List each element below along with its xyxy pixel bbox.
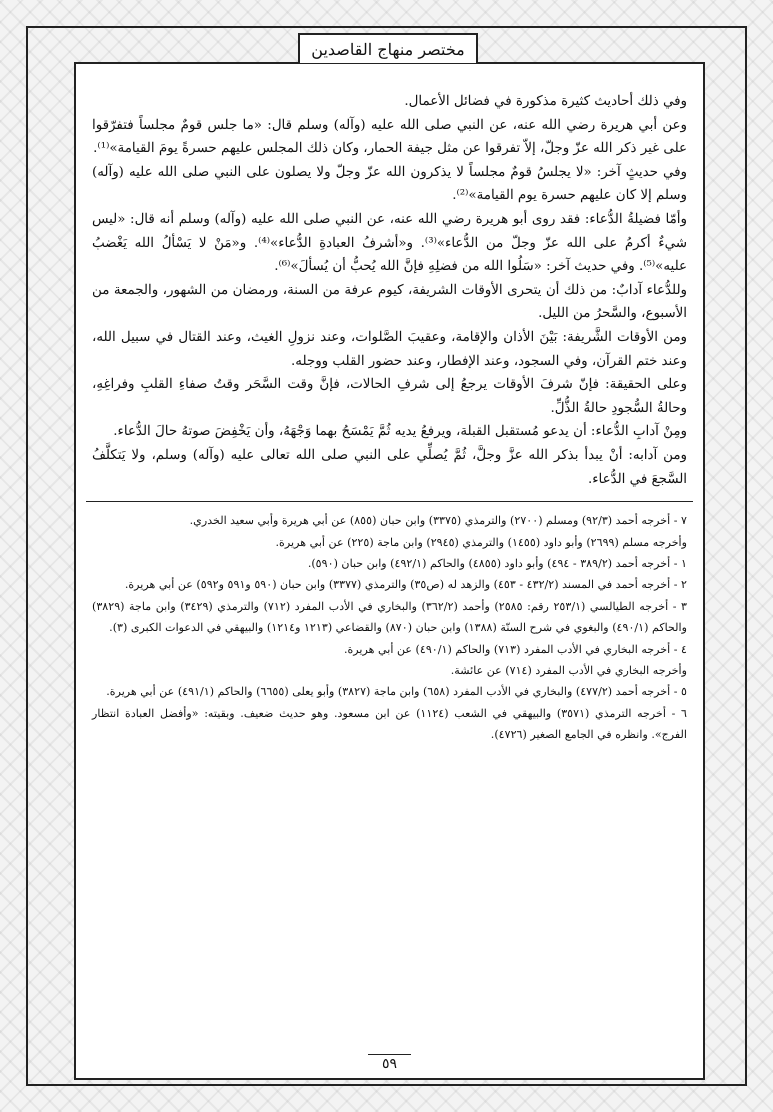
paragraph: ومن الأوقات الشَّريفة: بَيْنَ الأذان والإقامة، وعقيبَ الصَّلوات، وعند نزولِ الغيث، وعند القتال في سبيل الله، وعند ختم القرآن، وفي السجود، وعند الإفطار، وعند حضور القلب ووجله. (92, 329, 687, 369)
footnote: ٤ - أخرجه البخاري في الأدب المفرد (٧١٣) والحاكم (٤٩٠/١) عن أبي هريرة. (343, 642, 687, 656)
paragraph: وفي ذلك أحاديث كثيرة مذكورة في فضائل الأعمال. (404, 94, 687, 109)
paragraph: وعن أبي هريرة رضي الله عنه، عن النبي صلى الله عليه (وآله) وسلم قال: «ما جلس قومٌ مجلساً فتفرّقوا على غير ذكر الله عزّ وجلّ، إلاّ تفرقوا عن مثل جيفة الحمار، وكان ذلك المجلس عليهم حسرةً يومَ القيامة»⁽¹⁾. (92, 117, 687, 157)
paragraph: وأمّا فضيلةُ الدُّعاء: فقد روى أبو هريرة رضي الله عنه، عن النبي صلى الله عليه (وآله) وسلم أنه قال: «ليس شيءٌ أكرمُ على الله عزّ وجلّ من الدُّعاء»⁽³⁾. و«أشرفُ العبادةِ الدُّعاء»⁽⁴⁾. و«مَنْ لا يَسْألُ الله يَغْضبُ عليه»⁽⁵⁾. وفي حديث آخر: «سَلُوا الله من فضلِهِ فإنَّ الله يُحبُّ أن يُسألَ»⁽⁶⁾. (92, 211, 687, 275)
footnote: ٥ - أخرجه أحمد (٤٧٧/٢) والبخاري في الأدب المفرد (٦٥٨) وابن ماجة (٣٨٢٧) وأبو يعلى (٦٦٥٥) والحاكم (٤٩١/١) عن أبي هريرة. (106, 685, 687, 699)
paragraph: ومِنْ آدابِ الدُّعاء: أن يدعو مُستقبل القبلة، ويرفعُ يديه ثُمَّ يَمْسَحُ بهما وَجْهَهُ، وأن يَخْفِضَ صوتهُ حالَ الدُّعاء. (113, 424, 687, 440)
paragraph: وفي حديثٍ آخر: «لا يجلسُ قومٌ مجلساً لا يذكرون الله عزّ وجلّ ولا يصلون على النبي صلى الله عليه (وآله) وسلم إلا كان عليهم حسرة يوم القيامة»⁽²⁾. (92, 164, 687, 204)
footnote: ٧ - أخرجه أحمد (٩٢/٣) ومسلم (٢٧٠٠) والترمذي (٣٣٧٥) وابن حبان (٨٥٥) عن أبي هريرة وأبي سعيد الخدري. (189, 514, 687, 528)
footnote: وأخرجه مسلم (٢٦٩٩) وأبو داود (١٤٥٥) والترمذي (٢٩٤٥) وابن ماجة (٢٢٥) عن أبي هريرة. (275, 535, 687, 549)
content-box (74, 62, 705, 1080)
footnote: وأخرجه البخاري في الأدب المفرد (٧١٤) عن عائشة. (450, 663, 687, 677)
running-header (298, 33, 478, 63)
footnote: ١ - أخرجه أحمد (٣٨٩/٢ - ٤٩٤) وأبو داود (٤٨٥٥) والحاكم (٤٩٢/١) وابن حبان (٥٩٠). (307, 556, 687, 570)
paragraph: ومن آدابه: أنْ يبدأ بذكر الله عزَّ وجلَّ، ثُمَّ يُصلِّي على النبي صلى الله تعالى عليه (وآله) وسلم، ولا يَتكلَّفُ السَّجعَ في الدُّعاء. (92, 447, 687, 487)
page-number-value: ٥٩ (368, 1054, 411, 1072)
footnote: ٢ - أخرجه أحمد في المسند (٤٣٢/٢ - ٤٥٣) والزهد له (ص٣٥) والترمذي (٣٣٧٧) وابن حبان (٥٩٠ و٥٩١ و٥٩٢) عن أبي هريرة. (124, 578, 687, 592)
footnote: ٦ - أخرجه الترمذي (٣٥٧١) والبيهقي في الشعب (١١٢٤) عن ابن مسعود. وهو حديث ضعيف. وبقيته: «وأفضل العبادة انتظار الفرج». وانظره في الجامع الصغير (٤٧٢٦). (92, 706, 687, 742)
footnotes (76, 510, 703, 745)
book-title: مختصر منهاج القاصدين (311, 39, 465, 59)
paragraph: وعلى الحقيقة: فإنّ شرفَ الأوقات يرجعُ إلى شرفِ الحالات، فإنَّ وقت السَّحَر وقتُ صفاءِ القلبِ وفراغِهِ، وحالةُ السُّجودِ حالةُ الذُّلِّ. (92, 377, 687, 416)
footnote: ٣ - أخرجه الطيالسي (٢٥٣/١ رقم: ٢٥٨٥) وأحمد (٣٦٢/٢) والبخاري في الأدب المفرد (٧١٢) والترمذي (٣٤٢٩) وابن ماجة (٣٨٢٩) والحاكم (٤٩٠/١) والبغوي في شرح السنّة (١٣٨٨) وابن حبان (٨٧٠) والقضاعي (١٢١٣ و١٢١٤) والبيهقي في الدعوات الكبرى (٣). (92, 599, 687, 635)
page-number (76, 1054, 703, 1072)
paragraph: وللدُّعاء آدابٌ: من ذلك أن يتحرى الأوقات الشريفة، كيوم عرفة من السنة، ورمضان من الشهور، والجمعة من الأسبوع، والسَّحرُ من الليل. (92, 282, 687, 322)
main-text (76, 64, 703, 491)
footnote-divider (86, 501, 693, 502)
